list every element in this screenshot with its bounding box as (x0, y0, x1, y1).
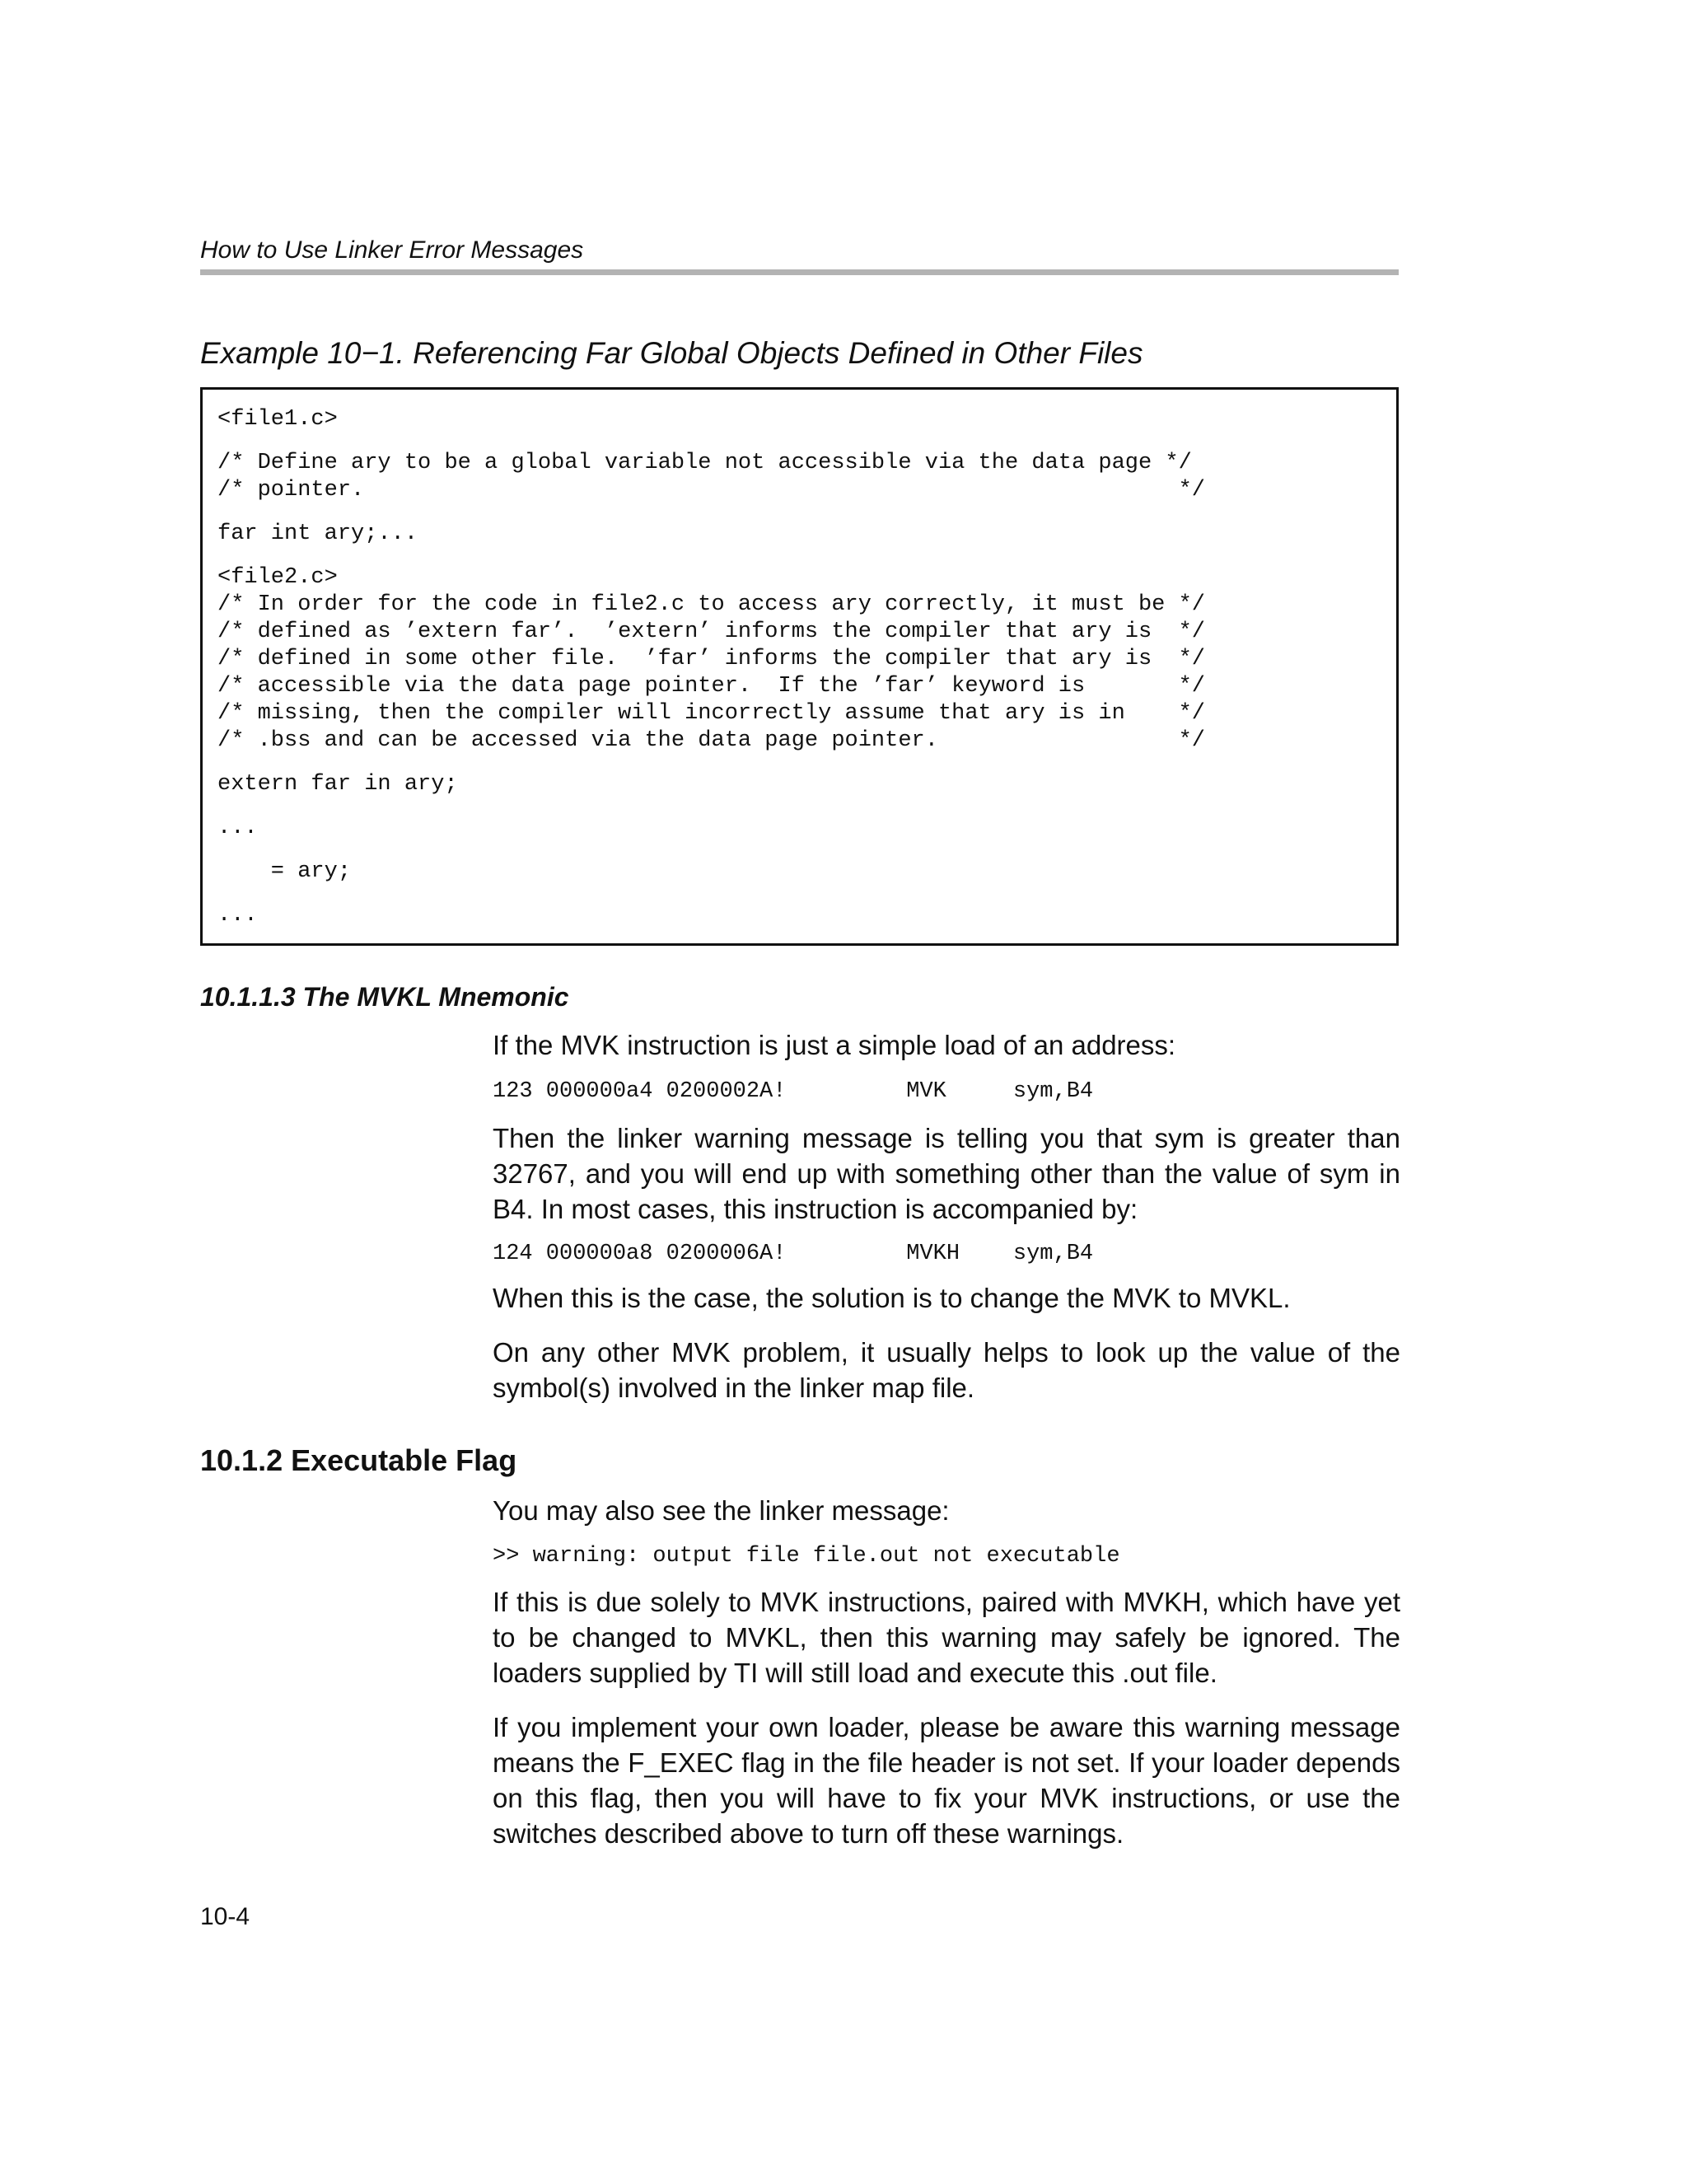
code-line: /* In order for the code in file2.c to access ary correctly, it must be */ (217, 592, 1205, 617)
header-rule (200, 269, 1399, 275)
code-line: = ary; (217, 859, 352, 884)
code-line: <file1.c> (217, 407, 338, 432)
mvkl-paragraph: Then the linker warning message is telling you that sym is greater than 32767, and you will end up with something other than the value of sym in B4. In most cases, this instruction is accompanied by: (493, 1123, 1400, 1224)
example-title: Example 10−1. Referencing Far Global Objects Defined in Other Files (200, 336, 1143, 370)
code-line-warning: >> warning: output file file.out not executable (493, 1544, 1120, 1569)
code-line: <file2.c> (217, 565, 338, 590)
mvkl-solution: When this is the case, the solution is to change the MVK to MVKL. (493, 1283, 1291, 1313)
code-line-mvk: 123 000000a4 0200002A! MVK sym,B4 (493, 1079, 1094, 1104)
code-line: ... (217, 816, 258, 840)
subsection-heading-mvkl: 10.1.1.3 The MVKL Mnemonic (200, 982, 569, 1012)
code-line: /* .bss and can be accessed via the data page pointer. */ (217, 728, 1205, 753)
code-line: /* Define ary to be a global variable not accessible via the data page */ (217, 451, 1192, 475)
running-head: How to Use Linker Error Messages (200, 236, 584, 264)
code-line: far int ary;... (217, 521, 418, 546)
code-line: /* pointer. */ (217, 478, 1205, 503)
code-line: ... (217, 903, 258, 928)
exec-paragraph: If this is due solely to MVK instructions, paired with MVKH, which have yet to be changed to MVKL, then this warning may safely be ignored. The loaders supplied by TI will still load and execute this .out file. (493, 1587, 1400, 1688)
code-line-mvkh: 124 000000a8 0200006A! MVKH sym,B4 (493, 1242, 1094, 1266)
code-line: extern far in ary; (217, 772, 458, 797)
exec-paragraph-loader: If you implement your own loader, please be aware this warning message means the F_EXEC flag in the file header is not set. If your loader depends on this flag, then you will have to fix your MVK instructions, or use the switches described above to turn off these warnings. (493, 1712, 1400, 1849)
code-line: /* accessible via the data page pointer. If the ’far’ keyword is */ (217, 674, 1205, 699)
page-number: 10-4 (200, 1903, 250, 1930)
code-line: /* missing, then the compiler will incorrectly assume that ary is in */ (217, 701, 1205, 726)
exec-intro: You may also see the linker message: (493, 1495, 950, 1526)
code-line: /* defined in some other file. ’far’ informs the compiler that ary is */ (217, 647, 1205, 671)
code-line: /* defined as ’extern far’. ’extern’ informs the compiler that ary is */ (217, 620, 1205, 644)
section-heading-executable-flag: 10.1.2 Executable Flag (200, 1443, 517, 1477)
mvkl-intro: If the MVK instruction is just a simple load of an address: (493, 1030, 1176, 1060)
mvkl-paragraph-other: On any other MVK problem, it usually helps to look up the value of the symbol(s) involved in the linker map file. (493, 1337, 1400, 1403)
